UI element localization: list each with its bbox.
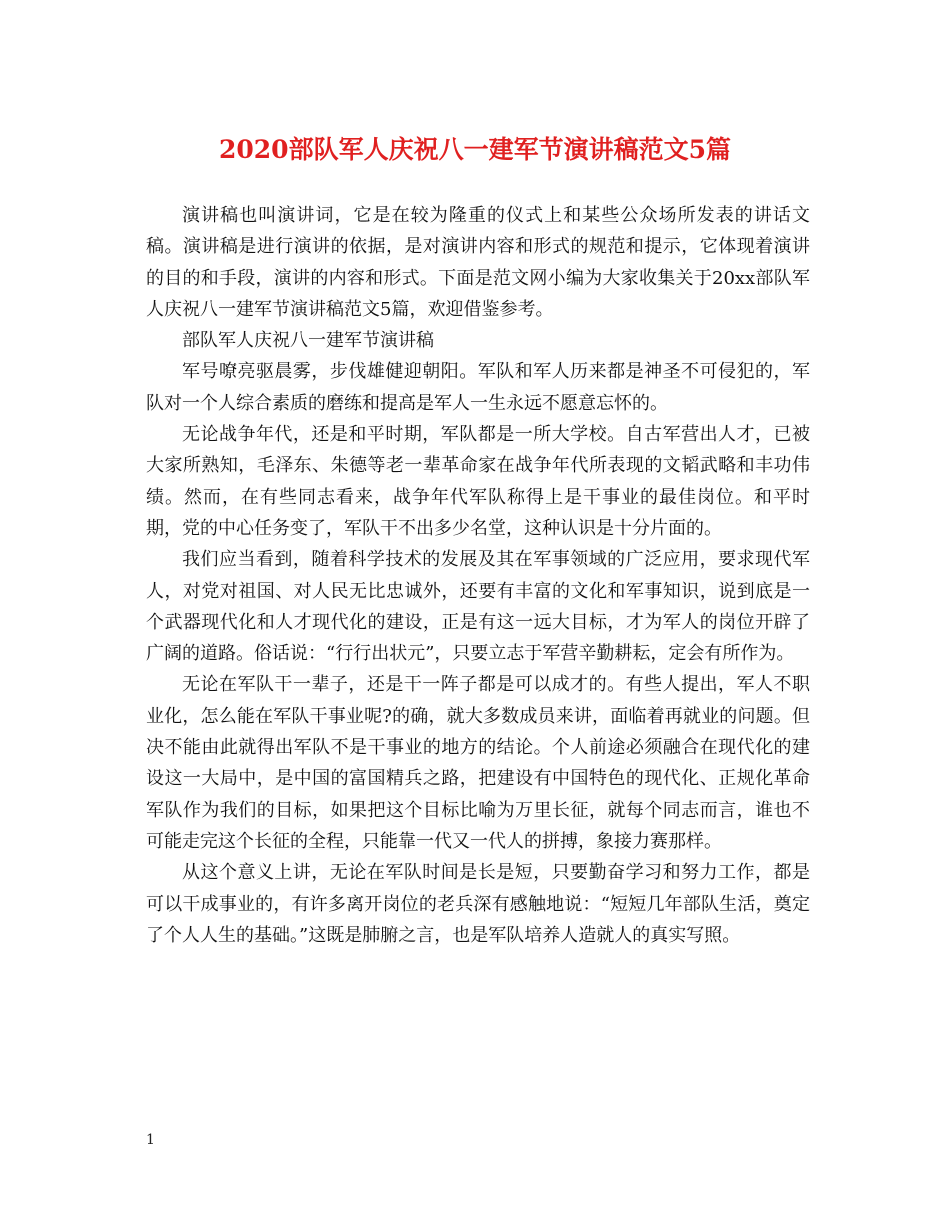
paragraph: 从这个意义上讲，无论在军队时间是长是短，只要勤奋学习和努力工作，都是可以干成事业的，有许多离开岗位的老兵深有感触地说：“短短几年部队生活，奠定了个人人生的基础。”这既是肺腑之言，也是军队培养人造就人的真实写照。 [146, 862, 810, 946]
section-heading: 部队军人庆祝八一建军节演讲稿 [182, 330, 434, 352]
paragraph: 军号嘹亮驱晨雾，步伐雄健迎朝阳。军队和军人历来都是神圣不可侵犯的，军队对一个人综合素质的磨练和提高是军人一生永远不愿意忘怀的。 [146, 361, 810, 414]
paragraph: 无论战争年代，还是和平时期，军队都是一所大学校。自古军营出人才，已被大家所熟知，毛泽东、朱德等老一辈革命家在战争年代所表现的文韬武略和丰功伟绩。然而，在有些同志看来，战争年代军队称得上是干事业的最佳岗位。和平时期，党的中心任务变了，军队干不出多少名堂，这种认识是十分片面的。 [146, 424, 810, 539]
paragraph: 我们应当看到，随着科学技术的发展及其在军事领域的广泛应用，要求现代军人，对党对祖国、对人民无比忠诚外，还要有丰富的文化和军事知识，说到底是一个武器现代化和人才现代化的建设，正是有这一远大目标，才为军人的岗位开辟了广阔的道路。俗话说：“行行出状元”，只要立志于军营辛勤耕耘，定会有所作为。 [146, 549, 810, 665]
page-number: 1 [146, 1132, 155, 1148]
document-title: 2020部队军人庆祝八一建军节演讲稿范文5篇 [219, 135, 731, 164]
document-body [146, 200, 810, 951]
paragraph: 无论在军队干一辈子，还是干一阵子都是可以成才的。有些人提出，军人不职业化，怎么能在军队干事业呢?的确，就大多数成员来讲，面临着再就业的问题。但决不能由此就得出军队不是干事业的地方的结论。个人前途必须融合在现代化的建设这一大局中，是中国的富国精兵之路，把建设有中国特色的现代化、正规化革命军队作为我们的目标，如果把这个目标比喻为万里长征，就每个同志而言，谁也不可能走完这个长征的全程，只能靠一代又一代人的拼搏，象接力赛那样。 [146, 674, 810, 852]
paragraph-intro: 演讲稿也叫演讲词，它是在较为隆重的仪式上和某些公众场所发表的讲话文稿。演讲稿是进行演讲的依据，是对演讲内容和形式的规范和提示，它体现着演讲的目的和手段，演讲的内容和形式。下面是范文网小编为大家收集关于20xx部队军人庆祝八一建军节演讲稿范文5篇，欢迎借鉴参考。 [146, 205, 810, 320]
